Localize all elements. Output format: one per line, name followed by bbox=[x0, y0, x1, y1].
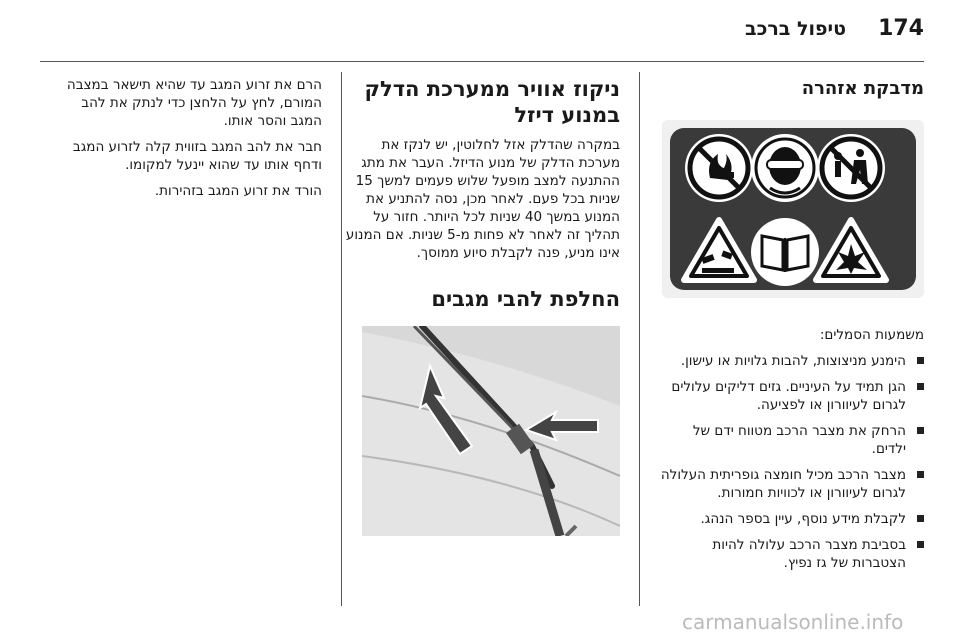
page-title: טיפול ברכב bbox=[744, 18, 846, 40]
list-item: בסביבת מצבר הרכב עלולה להיות הצטברות של גז נפיץ. bbox=[658, 536, 924, 572]
eye-protection-icon bbox=[751, 134, 819, 202]
wiper-step-2: חבר את להב המגב בזווית קלה לזרוע המגב ודחף אותו עד שהוא יינעל למקומו. bbox=[72, 139, 322, 173]
page-number: 174 bbox=[878, 16, 924, 41]
symbols-list bbox=[658, 352, 924, 572]
symbols-meaning-title: משמעות הסמלים: bbox=[819, 327, 924, 343]
header-rule bbox=[40, 61, 924, 62]
list-item: הימנע מניצוצות, להבות גלויות או עישון. bbox=[658, 352, 924, 370]
wiper-step-3: הורד את זרוע המגב בזהירות. bbox=[154, 183, 322, 199]
warning-label-image bbox=[662, 120, 924, 298]
column-diesel-bleed bbox=[338, 76, 620, 536]
list-item: הרחק את מצבר הרכב מטווח ידם של ילדים. bbox=[658, 422, 924, 458]
bullet-icon bbox=[917, 357, 924, 364]
wiper-step-1: הרם את זרוע המגב עד שהיא תישאר במצבה המורם, לחץ על הלחצן כדי לנתק את להב המגב והסר אותו. bbox=[66, 77, 322, 129]
no-children-icon bbox=[817, 134, 885, 202]
watermark: carmanualsonline.info bbox=[682, 610, 904, 634]
wiper-blade-image bbox=[362, 326, 620, 536]
list-item: הגן תמיד על העיניים. גזים דליקים עלולים לגרום לעיוורון או לפציעה. bbox=[658, 378, 924, 414]
manual-book-icon bbox=[751, 218, 819, 286]
list-item: לקבלת מידע נוסף, עיין בספר הנהג. bbox=[658, 510, 924, 528]
bullet-icon bbox=[917, 471, 924, 478]
bullet-icon bbox=[917, 383, 924, 390]
warning-label-heading: מדבקת אזהרה bbox=[801, 78, 924, 99]
diesel-bleed-heading: ניקוז אוויר ממערכת הדלק במנוע דיזל bbox=[364, 77, 620, 127]
bullet-icon bbox=[917, 427, 924, 434]
bullet-icon bbox=[917, 515, 924, 522]
column-wiper-instructions bbox=[52, 76, 322, 208]
wiper-blade-heading: החלפת להבי מגבים bbox=[431, 287, 620, 311]
column-divider-right bbox=[639, 72, 640, 606]
page-header bbox=[0, 16, 924, 56]
bullet-icon bbox=[917, 541, 924, 548]
list-item: מצבר הרכב מכיל חומצה גופריתית העלולה לגרום לעיוורון או לכוויות חמורות. bbox=[658, 466, 924, 502]
no-flames-icon bbox=[685, 134, 753, 202]
column-warning-label bbox=[658, 78, 924, 580]
diesel-bleed-paragraph: במקרה שהדלק אזל לחלוטין, יש לנקז את מערכת הדלק של מנוע הדיזל. העבר את מתג ההתנעה למצב מופעל שלוש פעמים למשך 15 שניות בכל פעם. לאחר מכן, נסה להתניע את המנוע במשך 40 שניות לכל היותר. חזור על תהליך זה לאחר לא פחות מ-5 שניות. אם המנוע אינו מניע, פנה לקבלת סיוע ממוסך. bbox=[345, 137, 620, 261]
